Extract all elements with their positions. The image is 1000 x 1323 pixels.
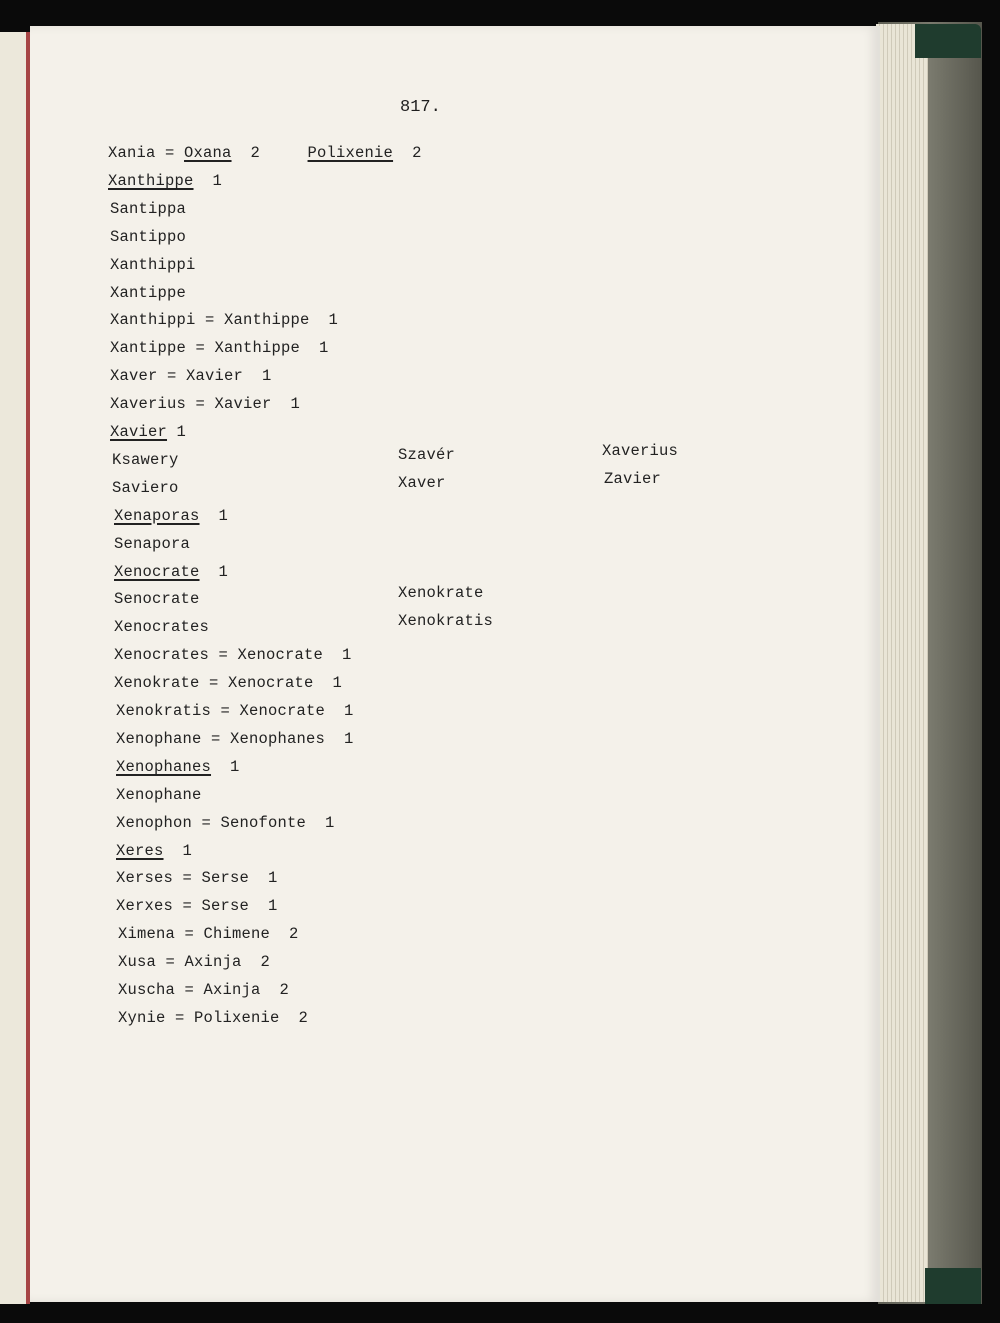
entry-line	[108, 144, 422, 162]
entry-text: Xerses = Serse 1	[116, 869, 278, 888]
entry-line	[110, 311, 338, 329]
entry-text: Xenokratis = Xenocrate 1	[116, 702, 354, 720]
entry-line	[110, 339, 329, 357]
entry-line	[116, 897, 278, 915]
cover-corner-bottom	[925, 1268, 981, 1304]
entry-text: Santippa	[110, 199, 187, 218]
page-edges	[876, 24, 928, 1302]
entry-line	[114, 507, 228, 525]
entry-text: 1	[167, 423, 187, 441]
variant-name: Xenokrate	[398, 584, 484, 602]
cover-corner-top	[915, 24, 981, 58]
entry-line	[114, 674, 342, 692]
entry-text: 1	[211, 757, 240, 776]
variant-name: Zavier	[604, 470, 662, 488]
entry-line	[110, 367, 272, 385]
entry-headword: Oxana	[184, 144, 232, 162]
entry-headword: Xenophanes	[116, 757, 212, 776]
entry-line	[118, 953, 270, 971]
entry-line	[110, 284, 186, 302]
entry-text: Xenocrates = Xenocrate 1	[114, 646, 352, 665]
entry-text: Xenocrates	[114, 618, 210, 637]
variant-name: Xenokratis	[398, 612, 494, 630]
entry-text: Xantippe = Xanthippe 1	[110, 339, 329, 358]
entry-line	[118, 1009, 308, 1027]
entry-text: Xaverius = Xavier 1	[110, 395, 301, 414]
entry-line	[114, 563, 228, 581]
entry-text: Xerxes = Serse 1	[116, 897, 278, 916]
entry-text: Xynie = Polixenie 2	[118, 1008, 309, 1027]
entry-line	[112, 479, 179, 497]
entry-text: Xaver = Xavier 1	[110, 367, 272, 386]
entry-line	[116, 842, 192, 860]
entry-line	[116, 814, 335, 832]
entry-text: Xenophane	[116, 785, 202, 804]
entry-line	[116, 758, 240, 776]
entry-headword: Polixenie	[307, 144, 394, 162]
page-number: 817.	[400, 98, 441, 117]
entry-line	[110, 395, 300, 413]
entry-line	[112, 451, 179, 469]
entry-text: Xusa = Axinja 2	[118, 953, 271, 972]
document-page	[30, 26, 880, 1302]
entry-line	[114, 646, 352, 664]
entry-headword: Xavier	[110, 423, 168, 441]
entry-text: Xenophon = Senofonte 1	[116, 813, 335, 832]
variant-name: Xaverius	[602, 442, 679, 460]
entry-line	[118, 925, 299, 943]
entry-text: Xenokrate = Xenocrate 1	[114, 674, 343, 693]
entry-line	[110, 423, 186, 441]
entry-text: 2	[231, 144, 308, 162]
entry-line	[108, 172, 222, 190]
entry-text: 2	[393, 144, 422, 162]
entry-text: Senocrate	[114, 590, 200, 609]
entry-line	[116, 730, 354, 748]
entry-headword: Xeres	[116, 841, 164, 860]
entry-text: Senapora	[114, 534, 191, 553]
entry-line	[116, 869, 278, 887]
entry-text: 1	[199, 506, 229, 525]
entry-text: Xanthippi	[110, 255, 196, 274]
entry-headword: Xenaporas	[114, 506, 200, 525]
entry-line	[110, 228, 186, 246]
entry-text: Ksawery	[112, 450, 179, 469]
entry-text: Saviero	[112, 478, 179, 497]
entry-text: Xania =	[108, 144, 185, 162]
entry-line	[110, 256, 196, 274]
entry-line	[116, 702, 354, 720]
entry-text: Xuscha = Axinja 2	[118, 981, 290, 999]
entry-text: 1	[193, 171, 223, 190]
entry-headword: Xanthippe	[108, 171, 194, 190]
entry-text: Xenophane = Xenophanes 1	[116, 729, 354, 748]
entry-text: Ximena = Chimene 2	[118, 925, 299, 944]
entry-text: Xantippe	[110, 283, 187, 302]
entry-text: 1	[163, 841, 193, 860]
entry-line	[114, 535, 190, 553]
entry-text: Santippo	[110, 227, 187, 246]
variant-name: Xaver	[398, 474, 446, 492]
entry-line	[118, 981, 289, 999]
variant-name: Szavér	[398, 446, 456, 464]
entry-line	[110, 200, 186, 218]
entry-line	[114, 590, 200, 608]
entry-headword: Xenocrate	[114, 562, 200, 581]
entry-line	[114, 618, 209, 636]
entry-line	[116, 786, 202, 804]
entry-text: 1	[199, 562, 229, 581]
entry-text: Xanthippi = Xanthippe 1	[110, 311, 339, 330]
